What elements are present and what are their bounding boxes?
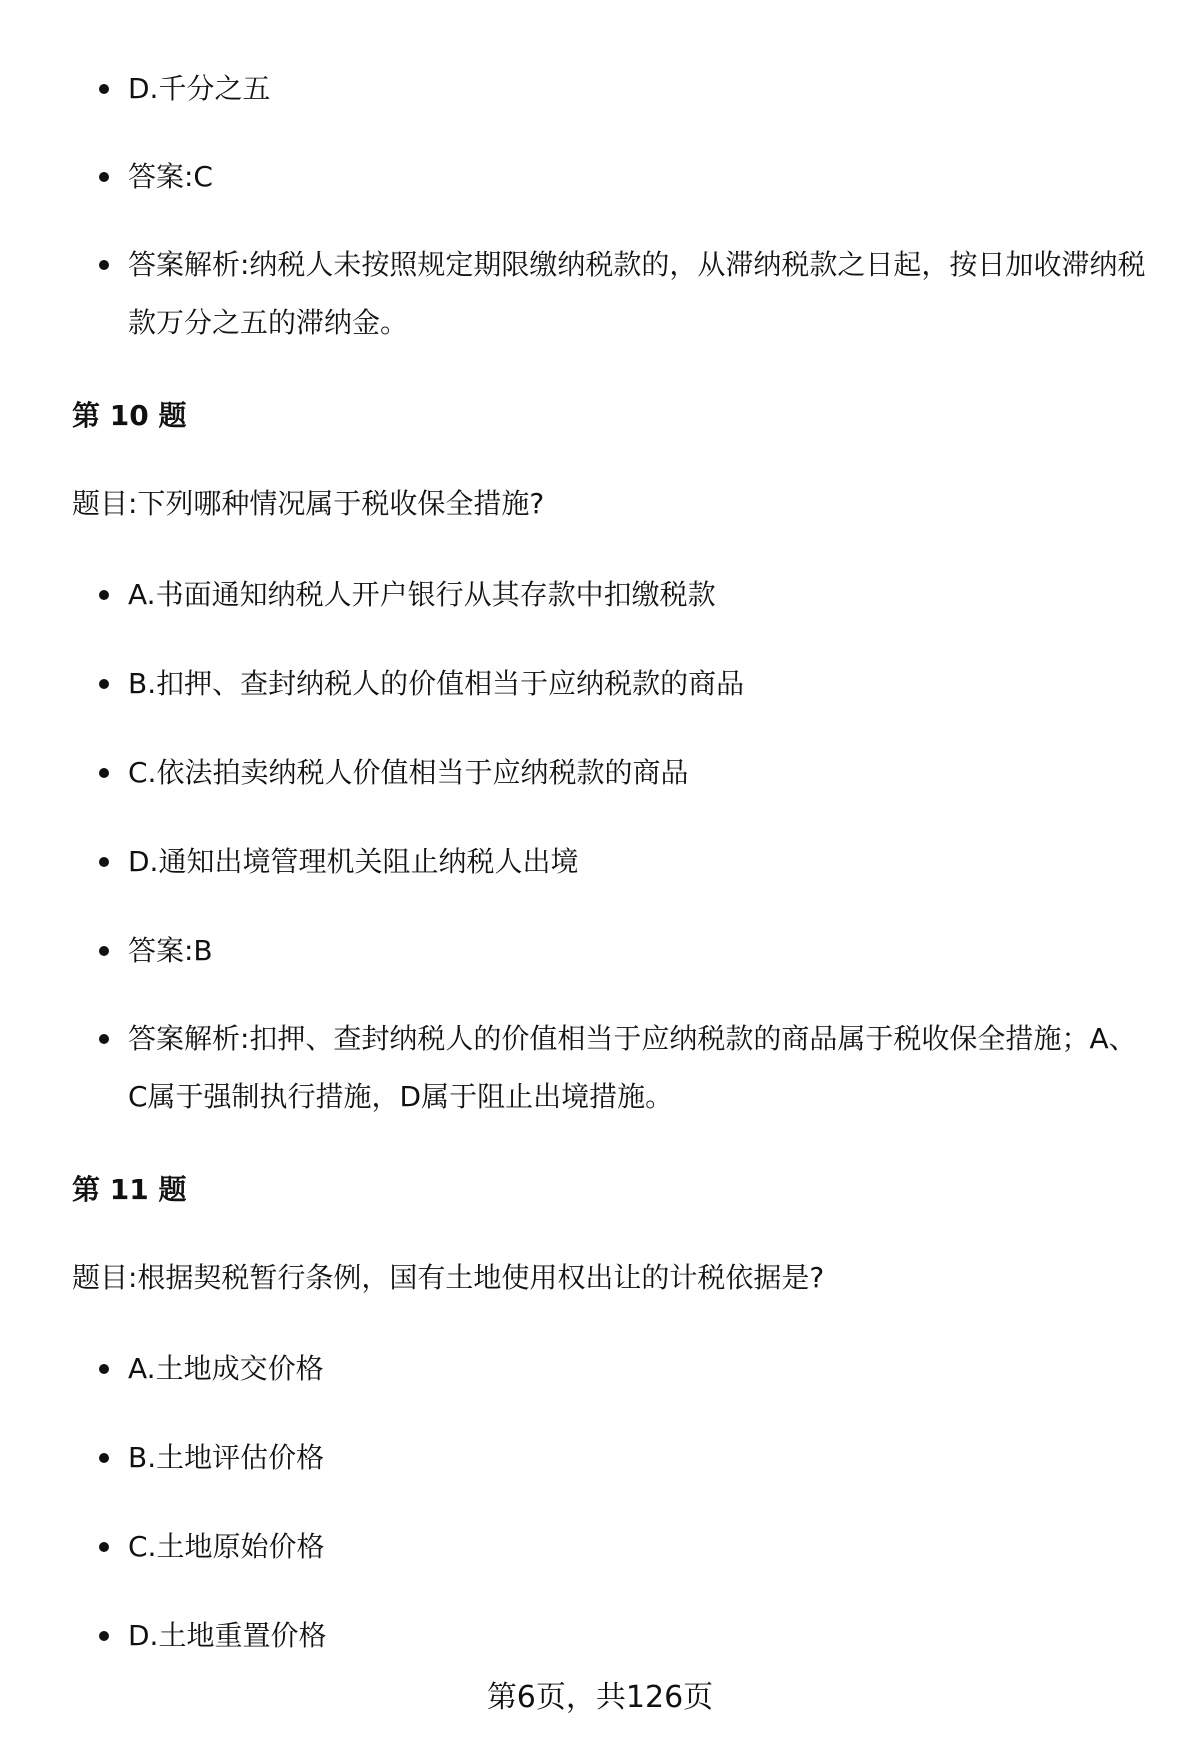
bullet-icon — [99, 1453, 109, 1463]
option-text: C.土地原始价格 — [128, 1530, 325, 1563]
bullet-icon — [99, 768, 109, 778]
bullet-icon — [99, 857, 109, 867]
option-text: A.书面通知纳税人开户银行从其存款中扣缴税款 — [128, 578, 716, 611]
bullet-icon — [99, 1631, 109, 1641]
answer-text: 答案:C — [128, 160, 213, 193]
question-text: 题目:根据契税暂行条例，国有土地使用权出让的计税依据是? — [72, 1261, 825, 1294]
bullet-icon — [99, 260, 109, 270]
bullet-icon — [99, 1542, 109, 1552]
question-heading: 第 11 题 — [72, 1173, 187, 1206]
bullet-icon — [99, 84, 109, 94]
bullet-icon — [99, 1034, 109, 1044]
explanation-text: 答案解析:扣押、查封纳税人的价值相当于应纳税款的商品属于税收保全措施；A、C属于强制执行措施，D属于阻止出境措施。 — [128, 1022, 1137, 1113]
question-heading: 第 10 题 — [72, 399, 187, 432]
bullet-icon — [99, 946, 109, 956]
option-text: A.土地成交价格 — [128, 1352, 324, 1385]
bullet-icon — [99, 679, 109, 689]
option-text: C.依法拍卖纳税人价值相当于应纳税款的商品 — [128, 756, 689, 789]
page-number-footer: 第6页，共126页 — [486, 1680, 714, 1715]
option-text: D.通知出境管理机关阻止纳税人出境 — [128, 845, 579, 878]
answer-text: 答案:B — [128, 934, 213, 967]
bullet-icon — [99, 590, 109, 600]
bullet-icon — [99, 172, 109, 182]
question-text: 题目:下列哪种情况属于税收保全措施? — [72, 487, 545, 520]
option-text: B.土地评估价格 — [128, 1441, 325, 1474]
option-text: D.土地重置价格 — [128, 1619, 327, 1652]
explanation-text: 答案解析:纳税人未按照规定期限缴纳税款的，从滞纳税款之日起，按日加收滞纳税款万分之五的滞纳金。 — [128, 248, 1146, 339]
bullet-icon — [99, 1364, 109, 1374]
option-text: B.扣押、查封纳税人的价值相当于应纳税款的商品 — [128, 667, 745, 700]
option-text: D.千分之五 — [128, 72, 271, 105]
